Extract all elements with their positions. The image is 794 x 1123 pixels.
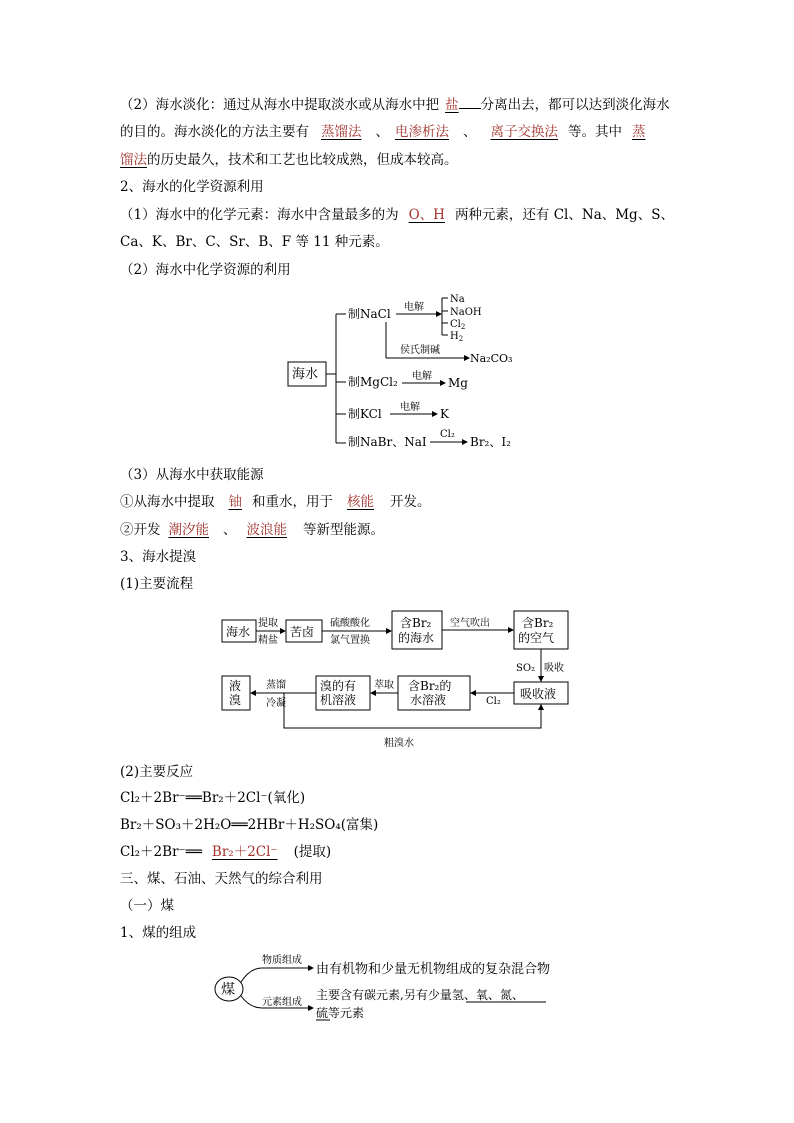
section3-heading: 三、煤、石油、天然气的综合利用	[120, 871, 323, 887]
label-crude-br-water: 粗溴水	[384, 738, 414, 749]
label-br2-c: 含Br₂的	[408, 679, 452, 693]
label-bittern: 苦卤	[290, 625, 315, 639]
section-heading: 2、海水的化学资源利用	[120, 179, 264, 195]
text: 、	[223, 522, 237, 538]
answer-ion-exchange: 离子交换法	[490, 124, 558, 140]
product-mg: Mg	[448, 376, 468, 390]
label-condense: 冷凝	[266, 698, 286, 709]
product-naoh: NaOH	[450, 307, 482, 318]
product-cl2: $Cl_2$	[450, 319, 466, 331]
electrolysis-label-3: 电解	[400, 402, 420, 413]
label-br2-a: 含Br₂	[400, 616, 432, 630]
answer-distill-part2: 馏法	[120, 152, 147, 168]
label-cl2: Cl₂	[486, 696, 501, 707]
label-br-organic-1: 溴的有	[320, 679, 357, 693]
answer-tidal: 潮汐能	[168, 522, 209, 538]
answer-uranium: 铀	[228, 494, 242, 510]
answer-wave: 波浪能	[246, 522, 287, 538]
label-seawater: 海水	[226, 625, 251, 639]
cl2-reagent: Cl₂	[440, 429, 455, 440]
label-extraction: 萃取	[374, 680, 394, 691]
text: 两种元素，还有 Cl、Na、Mg、S、	[454, 207, 674, 223]
reaction-2: Br₂＋SO₃＋2H₂O══2HBr＋H₂SO₄(富集)	[120, 817, 379, 833]
text: 分离出去，都可以达到淡化海水	[480, 97, 670, 113]
text: 、	[375, 124, 389, 140]
label-air: 的空气	[518, 631, 555, 645]
text: （2）海水淡化：通过从海水中提取淡水或从海水中把	[120, 97, 440, 113]
text: 的目的。海水淡化的方法主要有	[120, 124, 309, 140]
material-desc: 由有机物和少量无机物组成的复杂混合物	[316, 962, 551, 977]
nacl-label: 制NaCl	[348, 307, 391, 321]
label-bromine: 溴	[229, 693, 242, 707]
flow-heading: (1)主要流程	[120, 576, 194, 592]
text: 、	[463, 124, 477, 140]
text: ②开发	[120, 522, 161, 538]
answer-nuclear: 核能	[347, 494, 374, 510]
text: 开发。	[390, 494, 431, 510]
label-seawater-2: 的海水	[398, 631, 435, 645]
label-br2-b: 含Br₂	[522, 616, 554, 630]
text: 等。其中	[568, 124, 622, 140]
text: (提取)	[293, 844, 332, 860]
elements-line2: Ca、K、Br、C、Sr、B、F 等 11 种元素。	[120, 234, 389, 250]
bromine-heading: 3、海水提溴	[120, 549, 197, 565]
label-refined-salt: 精盐	[258, 635, 278, 646]
text: Cl₂＋2Br⁻══	[120, 844, 202, 860]
kcl-label: 制KCl	[348, 407, 382, 421]
text: 的历史最久，技术和工艺也比较成熟，但成本较高。	[147, 152, 458, 168]
label-air-blow: 空气吹出	[450, 618, 490, 629]
text: （1）海水中的化学元素：海水中含量最多的为	[120, 207, 399, 223]
label-cl2-replace: 氯气置换	[330, 635, 370, 646]
electrolysis-label-2: 电解	[412, 371, 432, 382]
label-distill: 蒸馏	[266, 680, 286, 691]
label-absorb: 吸收	[544, 663, 564, 674]
label-so2: SO₂	[516, 663, 536, 674]
product-br2-i2: Br₂、I₂	[470, 435, 511, 449]
label-acidify: 硫酸酸化	[330, 618, 370, 629]
coal-label: 煤	[221, 982, 235, 998]
energy-heading: （3）从海水中获取能源	[120, 467, 264, 483]
element-desc-2: 硫等元素	[316, 1006, 365, 1020]
electrolysis-label: 电解	[404, 302, 424, 313]
label-extract: 提取	[258, 618, 278, 629]
subsection-heading: （2）海水中化学资源的利用	[120, 262, 291, 278]
product-na2co3: Na₂CO₃	[470, 352, 513, 365]
element-composition: 元素组成	[262, 997, 302, 1008]
answer-distill-part1: 蒸	[632, 124, 646, 140]
coal-composition-heading: 1、煤的组成	[120, 925, 197, 941]
material-composition: 物质组成	[262, 955, 302, 966]
label-absorbent: 吸收液	[520, 687, 557, 701]
text: ①从海水中提取	[120, 494, 215, 510]
coal-heading: （一）煤	[120, 898, 174, 914]
label-liquid: 液	[229, 679, 242, 693]
answer-reaction3: Br₂＋2Cl⁻	[211, 844, 278, 860]
answer-electrodialysis: 电渗析法	[395, 124, 449, 140]
root-label: 海水	[292, 367, 319, 382]
answer-distillation: 蒸馏法	[321, 124, 362, 140]
product-na: Na	[450, 294, 465, 305]
mgcl2-label: 制MgCl₂	[348, 375, 398, 389]
houshi-label: 侯氏制碱	[400, 345, 440, 356]
answer-salt: 盐	[445, 97, 459, 113]
nabr-label: 制NaBr、NaI	[348, 435, 427, 449]
product-k: K	[440, 407, 449, 421]
element-desc-1: 主要含有碳元素,另有少量氢、氧、氮、	[316, 988, 524, 1002]
product-h2: $H_2$	[450, 331, 464, 343]
label-aqueous: 水溶液	[410, 693, 447, 707]
label-br-organic-2: 机溶液	[320, 693, 357, 707]
answer-oh: O、H	[408, 207, 445, 223]
reactions-heading: (2)主要反应	[120, 764, 194, 780]
reaction-1: Cl₂＋2Br⁻══Br₂＋2Cl⁻(氧化)	[120, 790, 306, 806]
text: 等新型能源。	[303, 522, 384, 538]
text: 和重水，用于	[252, 494, 333, 510]
